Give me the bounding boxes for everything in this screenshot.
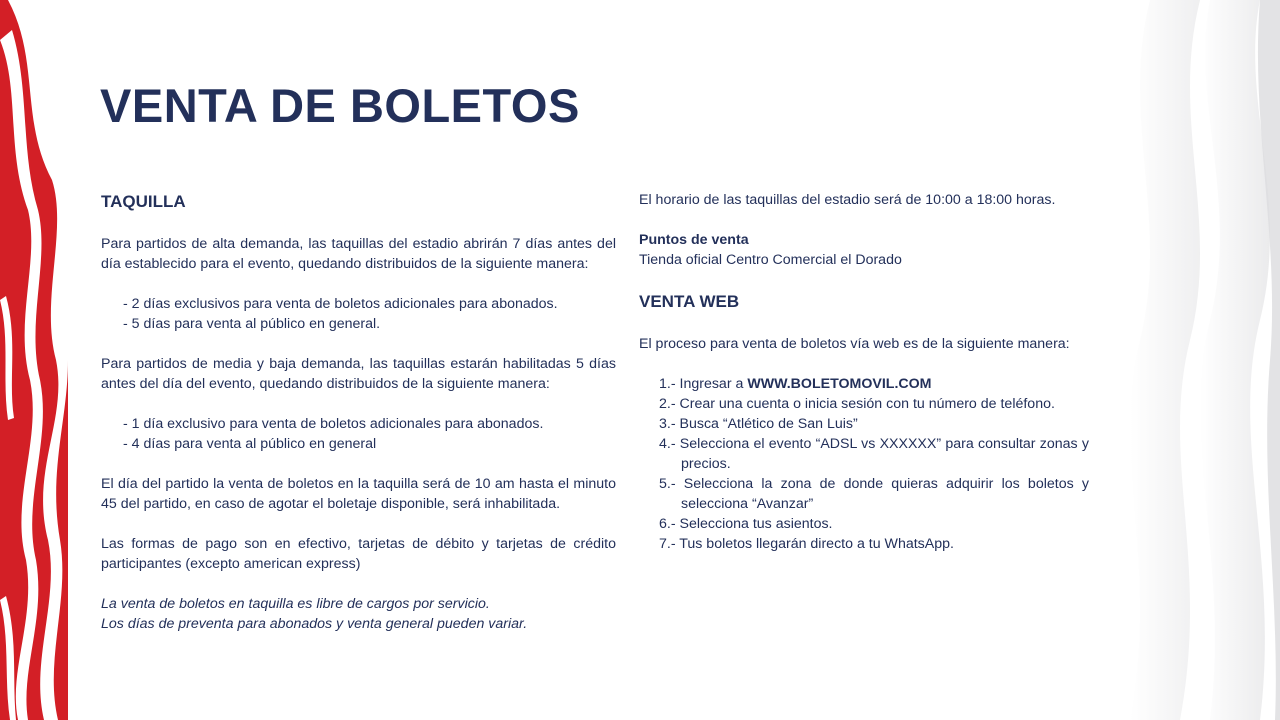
payment-paragraph: Las formas de pago son en efectivo, tarjetas de débito y tarjetas de crédito participantes (excepto american express) <box>101 536 616 572</box>
web-steps-list <box>639 374 1089 554</box>
list-item: - 4 días para venta al público en general <box>123 436 377 452</box>
step-text: 1.- Ingresar a <box>659 376 748 392</box>
left-stripe-decoration <box>0 0 68 720</box>
note-dates-vary: Los días de preventa para abonados y venta general pueden variar. <box>101 616 528 632</box>
list-item <box>659 374 1089 394</box>
points-of-sale-label: Puntos de venta <box>639 232 749 248</box>
taquilla-heading: TAQUILLA <box>101 192 186 211</box>
right-wave-decoration <box>1110 0 1280 720</box>
note-no-charges: La venta de boletos en taquilla es libre de cargos por servicio. <box>101 596 490 612</box>
list-item: 3.- Busca “Atlético de San Luis” <box>659 416 858 432</box>
page-title: VENTA DE BOLETOS <box>100 79 580 132</box>
high-demand-paragraph: Para partidos de alta demanda, las taquillas del estadio abrirán 7 días antes del día establecido para el evento, quedando distribuidos de la siguiente manera: <box>101 236 616 272</box>
list-item: 7.- Tus boletos llegarán directo a tu WhatsApp. <box>659 536 954 552</box>
points-of-sale-value: Tienda oficial Centro Comercial el Dorado <box>639 252 902 268</box>
web-sales-section <box>639 190 1089 554</box>
high-demand-list <box>101 294 616 334</box>
list-item: 6.- Selecciona tus asientos. <box>659 516 833 532</box>
boletomovil-link[interactable]: WWW.BOLETOMOVIL.COM <box>747 376 932 392</box>
list-item: - 2 días exclusivos para venta de boletos adicionales para abonados. <box>123 296 558 312</box>
hours-text: El horario de las taquillas del estadio será de 10:00 a 18:00 horas. <box>639 192 1056 208</box>
list-item: 2.- Crear una cuenta o inicia sesión con tu número de teléfono. <box>659 396 1055 412</box>
list-item: - 5 días para venta al público en general. <box>123 316 381 332</box>
low-demand-paragraph: Para partidos de media y baja demanda, las taquillas estarán habilitadas 5 días antes del día del evento, quedando distribuidos de la siguiente manera: <box>101 356 616 392</box>
venta-web-heading: VENTA WEB <box>639 292 740 311</box>
taquilla-section <box>101 190 616 634</box>
low-demand-list <box>101 414 616 454</box>
list-item: 4.- Selecciona el evento “ADSL vs XXXXXX” para consultar zonas y precios. <box>659 436 1089 472</box>
list-item: - 1 día exclusivo para venta de boletos adicionales para abonados. <box>123 416 544 432</box>
list-item: 5.- Selecciona la zona de donde quieras adquirir los boletos y selecciona “Avanzar” <box>659 476 1089 512</box>
match-day-paragraph: El día del partido la venta de boletos en la taquilla será de 10 am hasta el minuto 45 del partido, en caso de agotar el boletaje disponible, será inhabilitada. <box>101 476 616 512</box>
web-intro: El proceso para venta de boletos vía web es de la siguiente manera: <box>639 336 1070 352</box>
